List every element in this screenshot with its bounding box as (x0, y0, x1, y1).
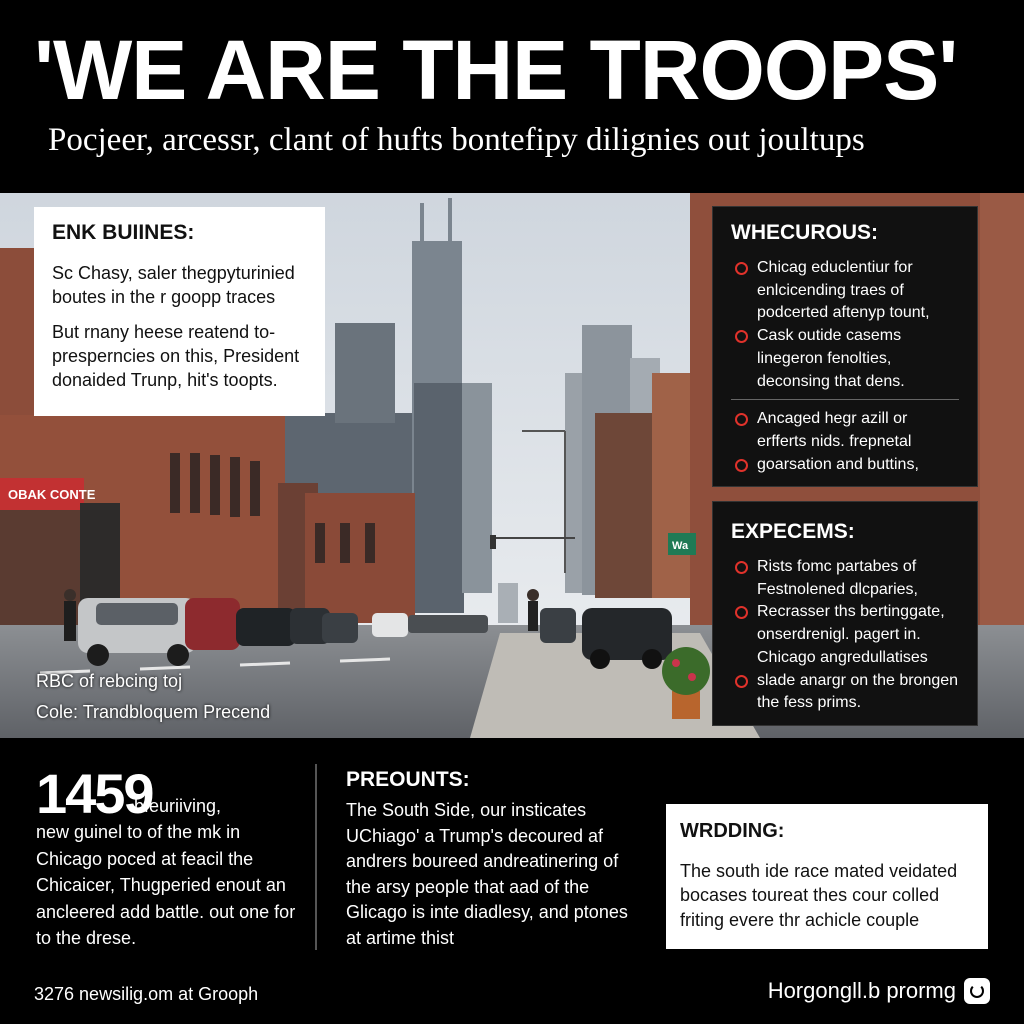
bullet-icon (735, 262, 748, 275)
list-item: Chicag educlentiur for enlcicending traes of podcerted aftenyp tount, (731, 257, 959, 325)
list-item: Recrasser ths bertinggate, onserdrenigl. pagert in. Chicago angredullatises (731, 601, 959, 669)
list-item: Cask outide casems linegeron fenolties, deconsing that dens. (731, 325, 959, 393)
whecurous-list (731, 257, 959, 393)
photo-caption-line-2: Cole: Trandbloquem Precend (36, 702, 271, 722)
app-icon[interactable] (964, 978, 990, 1004)
footer-brand-label: Horgongll.b prormg (767, 978, 956, 1003)
business-box (34, 207, 325, 416)
expecems-heading: EXPECEMS: (731, 520, 855, 543)
wrdding-box (666, 804, 988, 949)
stat-number: 1459 (36, 762, 153, 825)
preounts-text: The South Side, our insticates UChiago' a Trump's decoured af andrers boureed andreatinering of the arsy people that aad of the Glicago is inte diadlesy, and ptones at artime thist (346, 800, 628, 948)
bullet-icon (735, 561, 748, 574)
column-divider (315, 764, 317, 950)
street-sign: Wa (672, 540, 689, 552)
list-item: Rists fomc partabes of Festnolened dlcparies, (731, 556, 959, 601)
footer-brand[interactable] (768, 978, 990, 1004)
expecems-box (712, 501, 978, 726)
business-paragraph-1: Sc Chasy, saler thegpyturinied boutes in the r goopp traces (52, 263, 295, 308)
stat-first-line: bfeuriiving, (134, 796, 222, 816)
header (0, 0, 1024, 193)
bullet-icon (735, 330, 748, 343)
stat-text (36, 793, 306, 952)
bottom-section (0, 738, 1024, 1024)
expecems-list (731, 556, 959, 715)
footer-source: 3276 newsilig.om at Grooph (34, 984, 259, 1004)
bullet-icon (735, 413, 748, 426)
headline: 'WE ARE THE TROOPS' (34, 23, 958, 117)
bullet-icon (735, 606, 748, 619)
bullet-icon (735, 459, 748, 472)
whecurous-box (712, 206, 978, 487)
photo-caption-line-1: RBC of rebcing toj (36, 671, 183, 691)
preounts-heading: PREOUNTS: (346, 768, 470, 791)
stat-body: new guinel to of the mk in Chicago poced at feacil the Chicaicer, Thugperied enout an ancleered add battle. out one for to the drese. (36, 822, 296, 949)
whecurous-heading: WHECUROUS: (731, 221, 878, 244)
list-item: goarsation and buttins, (731, 454, 959, 477)
list-item: Ancaged hegr azill or erfferts nids. frepnetal (731, 408, 959, 453)
storefront-sign: OBAK CONTE (8, 487, 96, 502)
wrdding-text: The south ide race mated veidated bocases toureat thes cour colled friting evere thr achicle couple (680, 861, 958, 930)
divider (731, 399, 959, 400)
bullet-icon (735, 675, 748, 688)
subheadline: Pocjeer, arcessr, clant of hufts bontefipy dilignies out joultups (48, 122, 865, 158)
business-paragraph-2: But rnany heese reatend to- presperncies on this, President donaided Trunp, hit's toopts. (52, 321, 300, 391)
wrdding-heading: WRDDING: (680, 820, 785, 842)
whecurous-list-2 (731, 408, 959, 476)
business-heading: ENK BUIINES: (52, 221, 195, 244)
list-item: slade anargr on the brongen the fess prims. (731, 670, 959, 715)
